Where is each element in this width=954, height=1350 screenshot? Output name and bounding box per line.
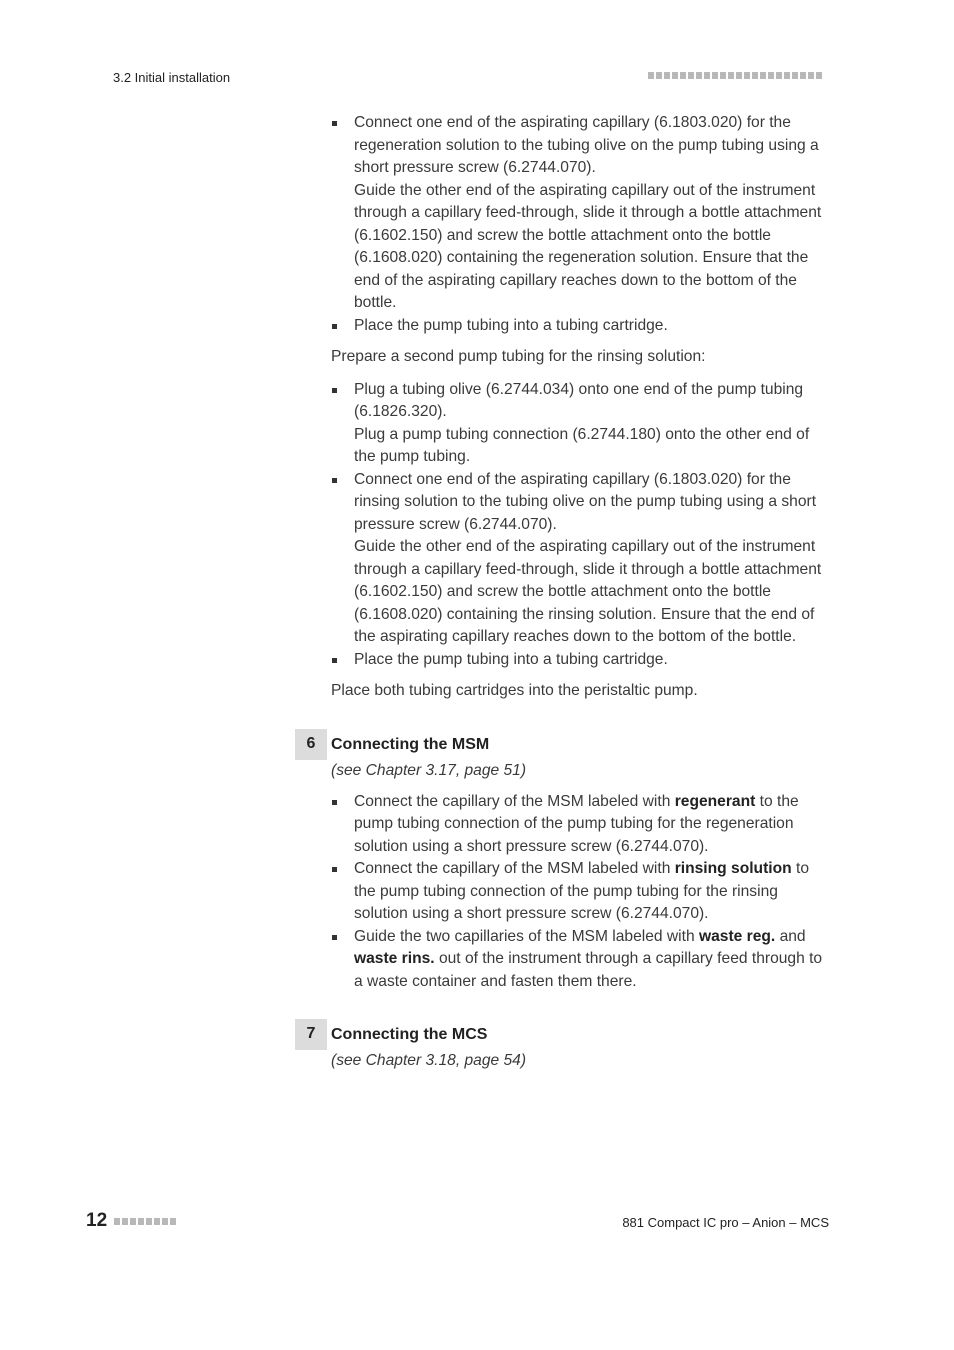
list-item-text: Guide the other end of the aspirating capillary out of the instrument through a capillary feed-through, slide it through a bottle attachment (6.1602.150) and screw the bottle attachment onto the bottle (6.1608.020) containing the regeneration solution. Ensure that the end of the aspirating capillary reaches down to the bottom of the bottle. (354, 181, 822, 311)
capillary-label: waste rins. (354, 950, 435, 967)
list-item: Connect the capillary of the MSM labeled with regenerant to the pump tubing connection of the pump tubing for the regeneration solution using a short pressure screw (6.2744.070). (331, 791, 831, 859)
list-item (331, 379, 831, 469)
step-number: 7 (295, 1019, 327, 1050)
step-title: Connecting the MCS (331, 1026, 488, 1043)
footer-product-name: 881 Compact IC pro – Anion – MCS (622, 1215, 829, 1230)
page-content (306, 112, 831, 1081)
list-item: Guide the two capillaries of the MSM labeled with waste reg. and waste rins. out of the instrument through a capillary feed through to a waste container and fasten them there. (331, 926, 831, 994)
capillary-label: rinsing solution (674, 860, 792, 877)
list-item: Connect the capillary of the MSM labeled with rinsing solution to the pump tubing connection of the pump tubing for the rinsing solution using a short pressure screw (6.2744.070). (331, 858, 831, 926)
chapter-reference: (see Chapter 3.18, page 54) (331, 1052, 527, 1069)
step-7 (306, 1019, 831, 1072)
list-item (331, 112, 831, 315)
list-item (331, 469, 831, 649)
header-decoration (648, 72, 822, 79)
list-item-text: Place the pump tubing into a tubing cartridge. (354, 650, 668, 668)
capillary-label: regenerant (674, 792, 756, 810)
step-title: Connecting the MSM (331, 735, 490, 753)
paragraph: Place both tubing cartridges into the peristaltic pump. (331, 682, 698, 699)
page-number: 12 (86, 1210, 108, 1231)
step-6 (306, 729, 831, 994)
list-item-text: Plug a tubing olive (6.2744.034) onto one end of the pump tubing (6.1826.320). (354, 380, 804, 420)
step-number: 6 (295, 729, 327, 760)
running-header-section: 3.2 Initial installation (113, 70, 231, 85)
footer-decoration (114, 1218, 176, 1225)
list-item-text: Guide the other end of the aspirating capillary out of the instrument through a capillary feed-through, slide it through a bottle attachment (6.1602.150) and screw the bottle attachment onto the bottle (6.1608.020) containing the rinsing solution. Ensure that the end of the aspirating capillary reaches down to the bottom of the bottle. (354, 538, 822, 645)
list-item-text: Place the pump tubing into a tubing cartridge. (354, 316, 668, 334)
rinsing-tubing-list (331, 379, 831, 672)
chapter-reference: (see Chapter 3.17, page 51) (331, 761, 527, 779)
paragraph: Prepare a second pump tubing for the rinsing solution: (331, 348, 706, 365)
list-item (331, 649, 831, 672)
msm-connection-list (331, 791, 831, 994)
list-item-text: Connect one end of the aspirating capillary (6.1803.020) for the rinsing solution to the tubing olive on the pump tubing using a short pressure screw (6.2744.070). (354, 470, 817, 533)
regeneration-tubing-list (331, 112, 831, 337)
list-item-text: Plug a pump tubing connection (6.2744.180) onto the other end of the pump tubing. (354, 425, 810, 465)
capillary-label: waste reg. (698, 927, 776, 945)
list-item-text: Connect one end of the aspirating capillary (6.1803.020) for the regeneration solution to the tubing olive on the pump tubing using a short pressure screw (6.2744.070). (354, 114, 819, 176)
list-item (331, 315, 831, 338)
